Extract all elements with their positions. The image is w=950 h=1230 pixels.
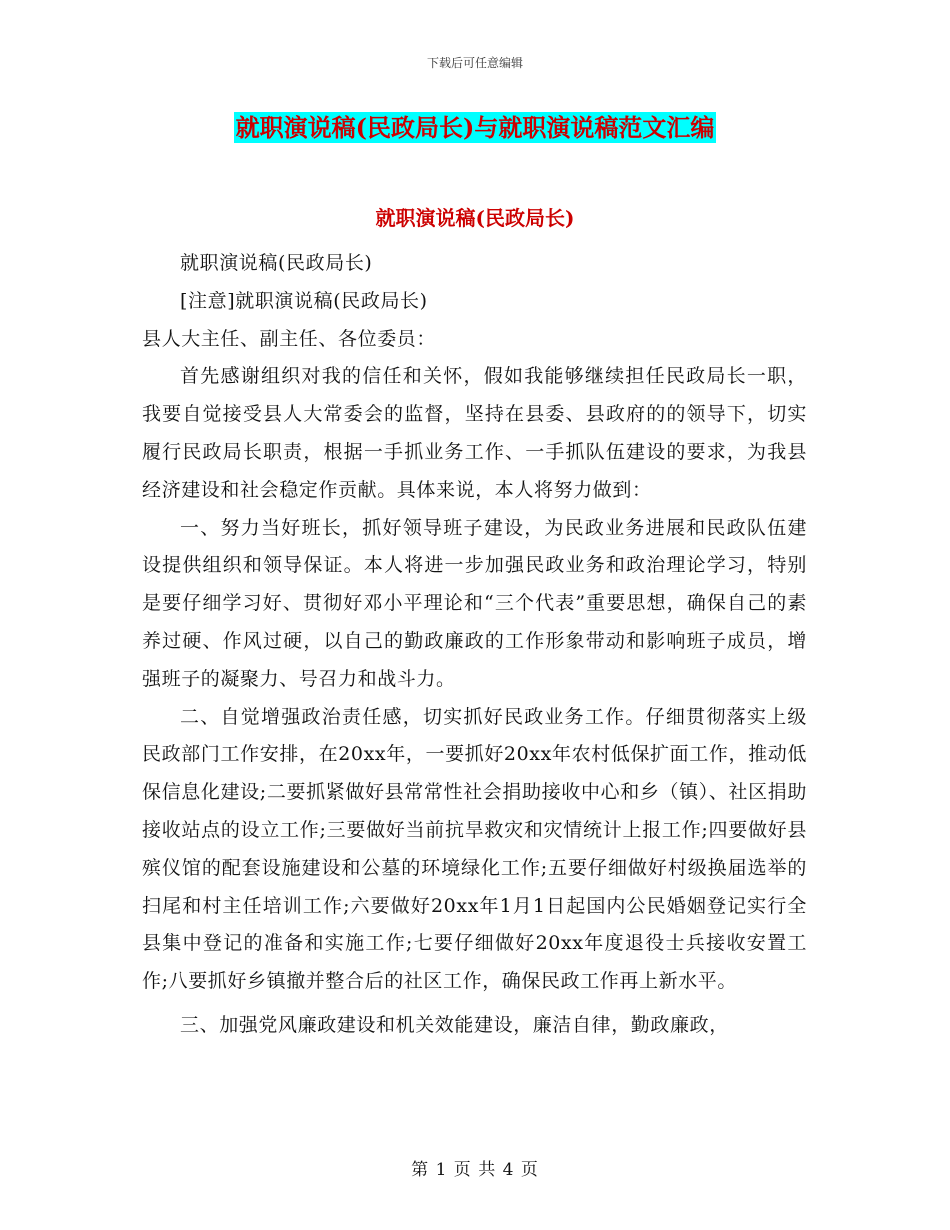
paragraph-note: [注意]就职演说稿(民政局长)	[180, 289, 428, 312]
document-title-text: 就职演说稿(民政局长)与就职演说稿范文汇编	[235, 113, 715, 142]
header-note: 下载后可任意编辑	[426, 56, 523, 70]
paragraph-intro: 首先感谢组织对我的信任和关怀，假如我能够继续担任民政局长一职，我要自觉接受县人大常委会的监督，坚持在县委、县政府的的领导下，切实履行民政局长职责，根据一手抓业务工作、一手抓队伍建设的要求，为我县经济建设和社会稳定作贡献。具体来说，本人将努力做到：	[142, 365, 807, 501]
paragraph-point-3: 三、加强党风廉政建设和机关效能建设，廉洁自律，勤政廉政，	[180, 1013, 729, 1036]
section-title: 就职演说稿(民政局长)	[375, 206, 575, 230]
paragraph-salutation: 县人大主任、副主任、各位委员：	[142, 327, 437, 350]
paragraph-point-1: 一、努力当好班长，抓好领导班子建设，为民政业务进展和民政队伍建设提供组织和领导保证。本人将进一步加强民政业务和政治理论学习，特别是要仔细学习好、贯彻好邓小平理论和“三个代表”重要思想，确保自己的素养过硬、作风过硬，以自己的勤政廉政的工作形象带动和影响班子成员，增强班子的凝聚力、号召力和战斗力。	[142, 516, 807, 690]
document-body	[142, 245, 807, 1045]
paragraph-heading: 就职演说稿(民政局长)	[180, 252, 373, 274]
paragraph-point-2: 二、自觉增强政治责任感，切实抓好民政业务工作。仔细贯彻落实上级民政部门工作安排，在20xx年，一要抓好20xx年农村低保扩面工作，推动低保信息化建设;二要抓紧做好县常常性社会捐助接收中心和乡（镇）、社区捐助接收站点的设立工作;三要做好当前抗旱救灾和灾情统计上报工作;四要做好县殡仪馆的配套设施建设和公墓的环境绿化工作;五要仔细做好村级换届选举的扫尾和村主任培训工作;六要做好20xx年1月1日起国内公民婚姻登记实行全县集中登记的准备和实施工作;七要仔细做好20xx年度退役士兵接收安置工作;八要抓好乡镇撤并整合后的社区工作，确保民政工作再上新水平。	[142, 705, 807, 993]
document-title	[0, 110, 950, 146]
page-number: 第 1 页 共 4 页	[411, 1160, 539, 1180]
